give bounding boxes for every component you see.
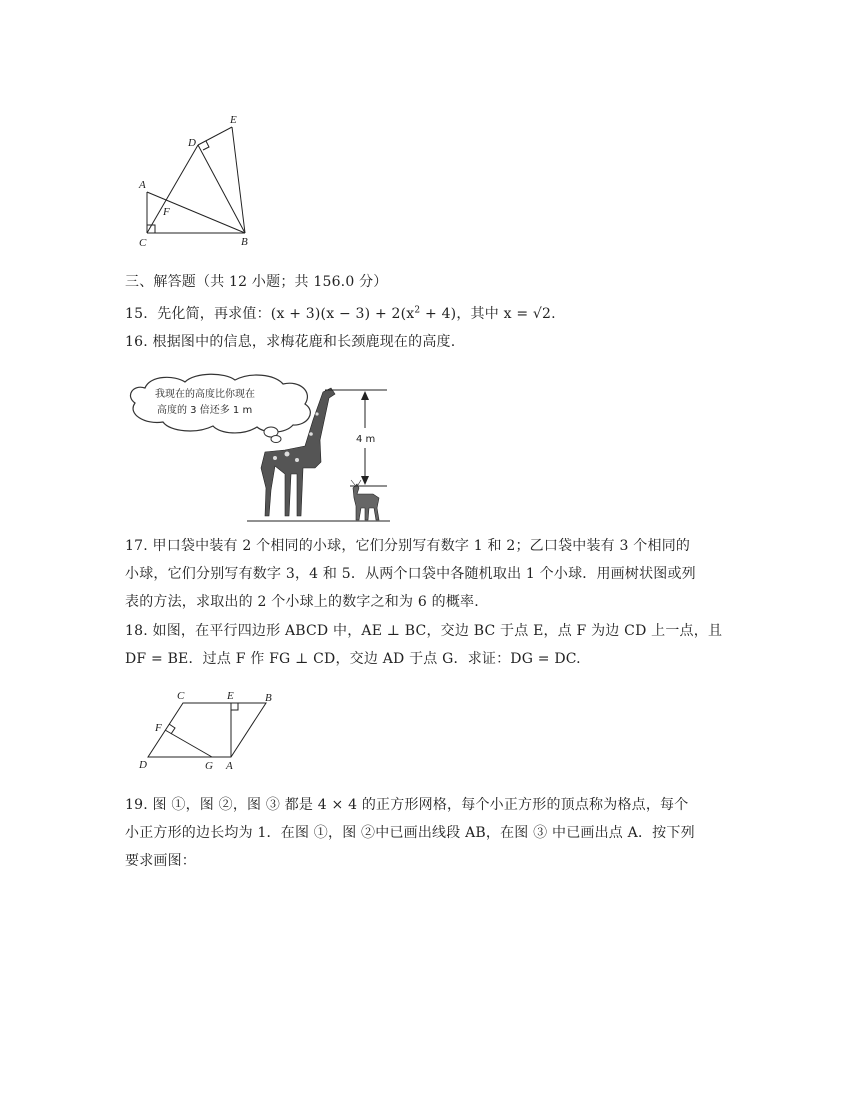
segment-cd bbox=[147, 145, 198, 233]
section-heading: 三、解答题（共 12 小题；共 156.0 分） bbox=[125, 274, 388, 290]
label-a: A bbox=[139, 179, 146, 191]
speech-cloud bbox=[130, 374, 310, 433]
label-a: A bbox=[226, 760, 233, 772]
segment-de bbox=[198, 127, 232, 145]
question-16: 16. 根据图中的信息，求梅花鹿和长颈鹿现在的高度. bbox=[125, 334, 456, 350]
question-17-line-1: 17. 甲口袋中装有 2 个相同的小球，它们分别写有数字 1 和 2；乙口袋中装有 3 个相同的 bbox=[125, 538, 691, 554]
label-e: E bbox=[227, 690, 234, 702]
label-c: C bbox=[177, 690, 185, 702]
segment-eb bbox=[232, 127, 245, 233]
giraffe-deer-figure bbox=[125, 370, 395, 530]
thought-bubble bbox=[271, 436, 281, 443]
question-15: 15. 先化简，再求值：$(x + 3)(x - 3) + 2(x^2 + 4)$，其中 x = √2. bbox=[125, 305, 556, 322]
label-d: D bbox=[139, 759, 147, 771]
question-19-line-3: 要求画图： bbox=[125, 853, 196, 869]
question-18-line-1: 18. 如图，在平行四边形 ABCD 中，AE ⊥ BC，交边 BC 于点 E，点 F 为边 CD 上一点，且 bbox=[125, 623, 723, 639]
label-f: F bbox=[155, 722, 162, 734]
label-b: B bbox=[241, 236, 248, 248]
question-17-line-3: 表的方法，求取出的 2 个小球上的数字之和为 6 的概率. bbox=[125, 594, 479, 610]
question-19-line-1: 19. 图 ①，图 ②，图 ③ 都是 4 × 4 的正方形网格，每个小正方形的顶点称为格点，每个 bbox=[125, 797, 689, 813]
arrow-up-icon bbox=[361, 391, 369, 400]
label-c: C bbox=[139, 237, 147, 249]
segment-db bbox=[198, 145, 245, 233]
question-19-line-2: 小正方形的边长均为 1．在图 ①，图 ②中已画出线段 AB，在图 ③ 中已画出点 A．按下列 bbox=[125, 825, 695, 841]
question-17-line-2: 小球，它们分别写有数字 3，4 和 5．从两个口袋中各随机取出 1 个小球．用画树状图或列 bbox=[125, 566, 696, 582]
parallelogram-figure bbox=[135, 685, 285, 780]
right-angle-e bbox=[231, 703, 238, 710]
segment-ab bbox=[147, 192, 245, 233]
question-18-line-2: DF = BE．过点 F 作 FG ⊥ CD，交边 AD 于点 G．求证：DG = DC. bbox=[125, 651, 581, 667]
label-d: D bbox=[188, 137, 196, 149]
label-g: G bbox=[205, 760, 213, 772]
segment-fg bbox=[165, 730, 212, 757]
dimension-label: 4 m bbox=[356, 434, 376, 445]
triangle-figure bbox=[135, 110, 265, 250]
arrow-down-icon bbox=[361, 476, 369, 485]
bubble-text-2: 高度的 3 倍还多 1 m bbox=[157, 405, 253, 416]
label-b: B bbox=[265, 692, 272, 704]
label-f: F bbox=[163, 206, 170, 218]
label-e: E bbox=[230, 114, 237, 126]
bubble-text-1: 我现在的高度比你现在 bbox=[155, 389, 255, 400]
